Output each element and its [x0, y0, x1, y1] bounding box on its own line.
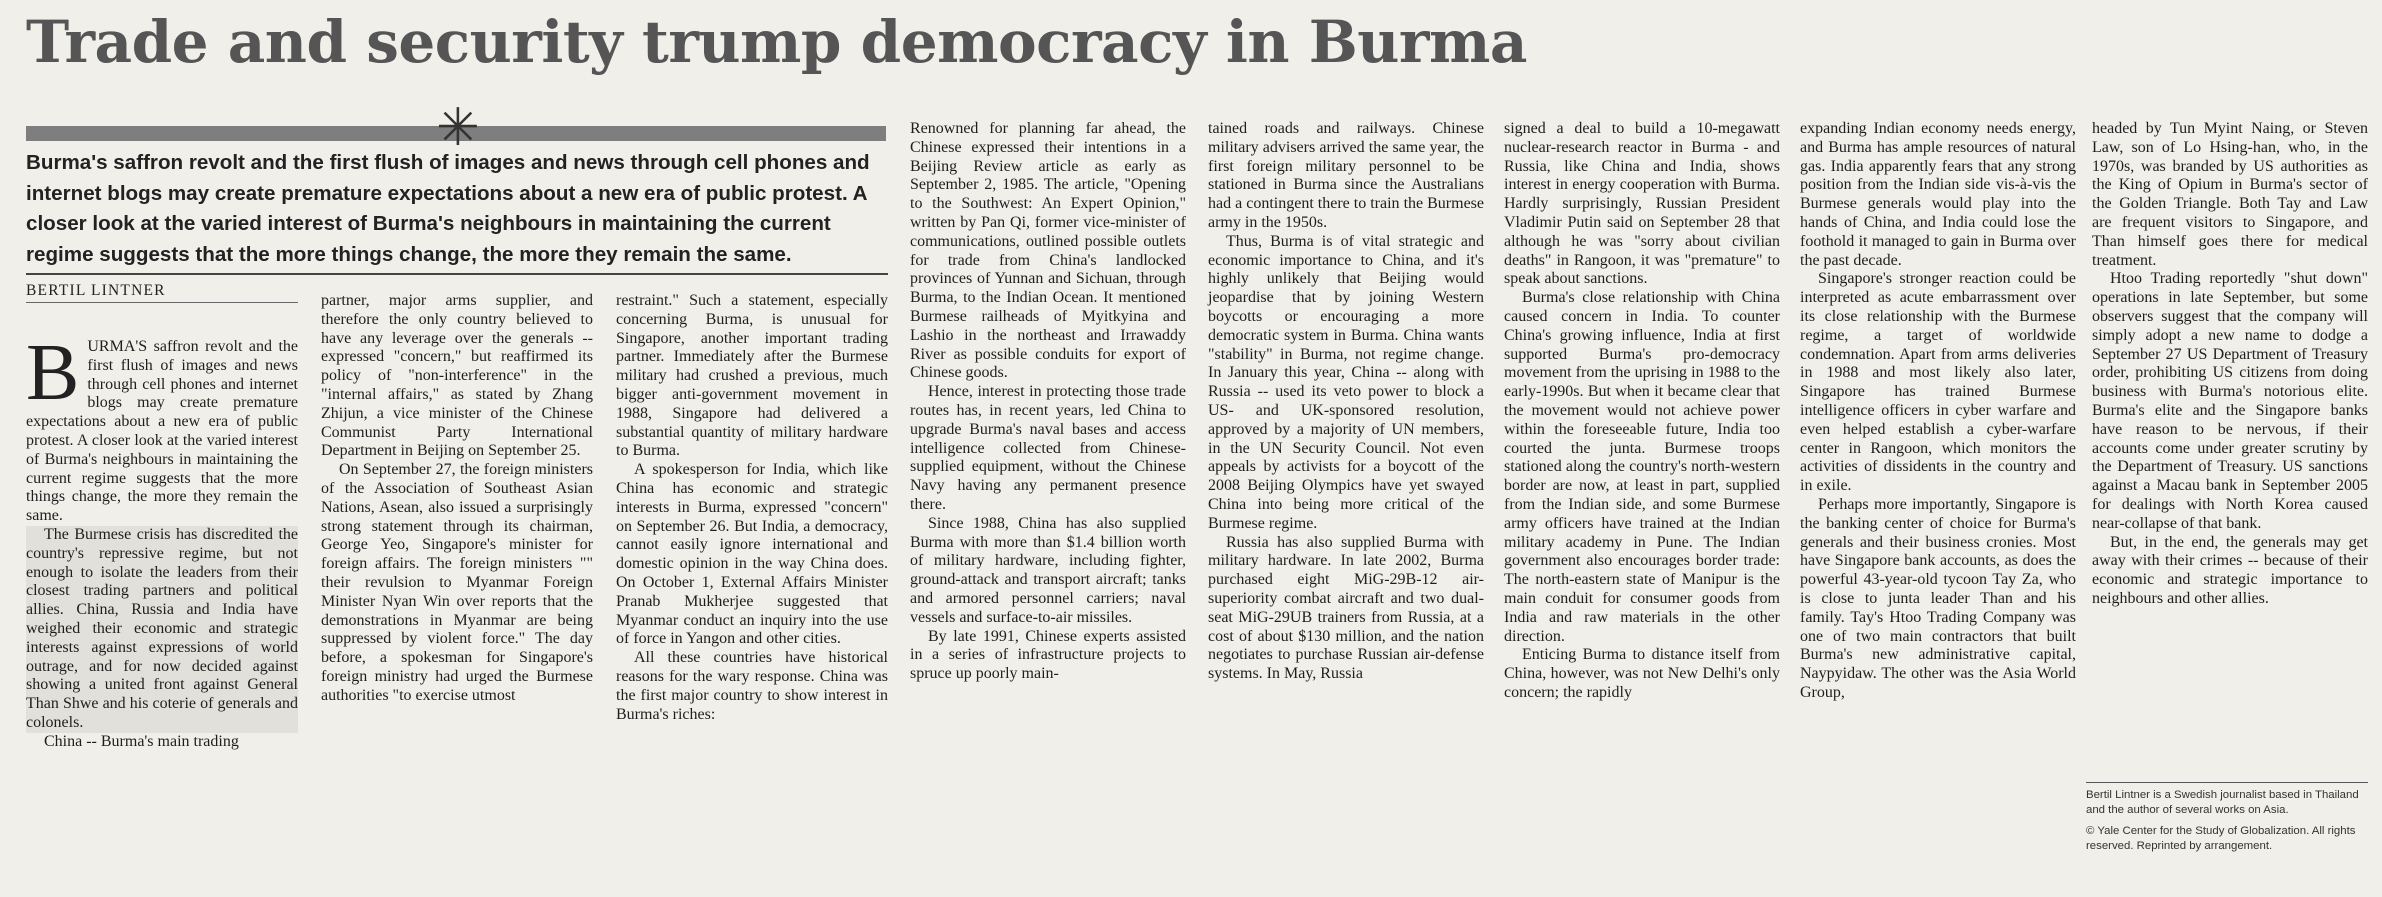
- column-2: [321, 292, 593, 706]
- author-note: Bertil Lintner is a Swedish journalist based in Thailand and the author of several works on Asia.: [2086, 789, 2359, 816]
- paragraph: Renowned for planning far ahead, the Chinese expressed their intentions in a Beijing Review article as early as September 2, 1985. The article, "Opening to the Southwest: An Expert Opinion," written by Pan Qi, former vice-minister of communications, outlined possible outlets for trade from China's landlocked provinces of Yunnan and Sichuan, through Burma, to the Indian Ocean. It mentioned Burmese railheads of Myitkyina and Lashio in the northeast and Irrawaddy River as possible conduits for export of Chinese goods.: [910, 120, 1186, 382]
- column-4: [910, 120, 1186, 684]
- deck-summary: Burma's saffron revolt and the first flush of images and news through cell phones and internet blogs may create premature expectations about a new era of public protest. A closer look at the varied interest of Burma's neighbours in maintaining the current regime suggests that the more things change, the more they remain the same.: [26, 151, 870, 266]
- column-1: [26, 329, 298, 752]
- paragraph: Burma's close relationship with China caused concern in India. To counter China's growing influence, India at first supported Burma's pro-democracy movement from the uprising in 1988 to the early-1990s. But when it became clear that the movement would not achieve power within the foreseeable future, India too courted the junta. Burmese troops stationed along the country's north-western border are now, at least in part, supplied from the Indian side, and some Burmese army officers have trained at the Indian military academy in Pune. The Indian government also encourages border trade: The north-eastern state of Manipur is the main conduit for consumer goods from India and raw materials in the other direction.: [1504, 289, 1780, 645]
- paragraph: restraint." Such a statement, especially concerning Burma, is unusual for Singapore, another important trading partner. Immediately after the Burmese military had crushed a previous, much bigger anti-government movement in 1988, Singapore had delivered a substantial quantity of military hardware to Burma.: [616, 292, 888, 460]
- paragraph: Htoo Trading reportedly "shut down" operations in late September, but some observers suggest that the company will simply adopt a new name to dodge a September 27 US Department of Treasury order, prohibiting US citizens from doing business with Burma's notorious elite. Burma's elite and the Singapore banks have reason to be nervous, if their accounts come under greater scrutiny by the Department of Treasury. US sanctions against a Macau bank in September 2005 for dealings with North Korea caused near-collapse of that bank.: [2092, 270, 2368, 532]
- copyright-note: © Yale Center for the Study of Globalization. All rights reserved. Reprinted by arrangement.: [2086, 825, 2356, 852]
- paragraph: The Burmese crisis has discredited the country's repressive regime, but not enough to isolate the leaders from their closest trading partners and political allies. China, Russia and India have weighed their economic and strategic interests against expressions of world outrage, and for now decided against showing a united front against General Than Shwe and his coterie of generals and colonels.: [26, 525, 298, 731]
- paragraph: partner, major arms supplier, and therefore the only country believed to have any leverage over the generals -- expressed "concern," but reaffirmed its policy of "non-interference" in the "internal affairs," as stated by Zhang Zhijun, a vice minister of the Chinese Communist Party International Department in Beijing on September 25.: [321, 292, 593, 460]
- byline: BERTIL LINTNER: [26, 282, 166, 299]
- paragraph: All these countries have historical reasons for the wary response. China was the first major country to show interest in Burma's riches:: [616, 649, 888, 723]
- paragraph: Hence, interest in protecting those trade routes has, in recent years, led China to upgrade Burma's naval bases and access intelligence collected from Chinese-supplied equipment, without the Chinese Navy having any permanent presence there.: [910, 383, 1186, 513]
- paragraph: Russia has also supplied Burma with military hardware. In late 2002, Burma purchased eight MiG-29B-12 air-superiority combat aircraft and two dual-seat MiG-29UB trainers from Russia, at a cost of about $130 million, and the nation negotiates to purchase Russian air-defense systems. In May, Russia: [1208, 533, 1484, 683]
- paragraph: On September 27, the foreign ministers of the Association of Southeast Asian Nations, Asean, also issued a surprisingly strong statement through its chairman, George Yeo, Singapore's minister for foreign affairs. The foreign ministers "" their revulsion to Myanmar Foreign Minister Nyan Win over reports that the demonstrations in Myanmar are being suppressed by violent force." The day before, a spokesman for Singapore's foreign ministry had urged the Burmese authorities "to exercise utmost: [321, 461, 593, 704]
- headline: Trade and security trump democracy in Burma: [26, 8, 1527, 76]
- paragraph: signed a deal to build a 10-megawatt nuclear-research reactor in Burma - and Russia, like China and India, shows interest in energy cooperation with Burma. Hardly surprisingly, Russian President Vladimir Putin said on September 28 that although he was "sorry about civilian deaths" in Rangoon, it was "premature" to speak about sanctions.: [1504, 120, 1780, 288]
- paragraph: Singapore's stronger reaction could be interpreted as acute embarrassment over its close relationship with the Burmese regime, a target of worldwide condemnation. Apart from arms deliveries in 1988 and most likely also later, Singapore has trained Burmese intelligence officers in cyber warfare and even helped establish a cyber-warfare center in Rangoon, which monitors the activities of dissidents in the country and in exile.: [1800, 270, 2076, 495]
- byline-rule: [26, 302, 298, 303]
- paragraph: Thus, Burma is of vital strategic and economic importance to China, and it's highly unlikely that Beijing would jeopardise that by joining Western boycotts or encouraging a more democratic system in Burma. China wants "stability" in Burma, not regime change. In January this year, China -- along with Russia -- used its veto power to block a US- and UK-sponsored resolution, approved by a majority of UN members, in the UN Security Council. Not even appeals by activists for a boycott of the 2008 Beijing Olympics have yet swayed China into being more critical of the Burmese regime.: [1208, 232, 1484, 532]
- column-6: [1504, 120, 1780, 703]
- dropcap: B: [26, 329, 80, 417]
- column-8: [2092, 120, 2368, 609]
- paragraph-text: URMA'S saffron revolt and the first flush of images and news through cell phones and internet blogs may create premature expectations about a new era of public protest. A closer look at the varied interest of Burma's neighbours in maintaining the current regime suggests that the more things change, the more they remain the same.: [26, 338, 298, 525]
- column-3: [616, 292, 888, 724]
- column-5: [1208, 120, 1484, 684]
- paragraph: Perhaps more importantly, Singapore is the banking center of choice for Burma's generals and their business cronies. Most have Singapore bank accounts, as does the powerful 43-year-old tycoon Tay Za, who is close to junta leader Than and his family. Tay's Htoo Trading Company was one of two main contractors that built Burma's new administrative capital, Naypyidaw. The other was the Asia World Group,: [1800, 495, 2076, 701]
- paragraph: Since 1988, China has also supplied Burma with more than $1.4 billion worth of military hardware, including fighter, ground-attack and transport aircraft; tanks and armored personnel carriers; naval vessels and surface-to-air missiles.: [910, 514, 1186, 626]
- paragraph: headed by Tun Myint Naing, or Steven Law, son of Lo Hsing-han, who, in the 1970s, was branded by US authorities as the King of Opium in Burma's sector of the Golden Triangle. Both Tay and Law are frequent visitors to Singapore, and Than himself goes there for medical treatment.: [2092, 120, 2368, 269]
- paragraph: A spokesperson for India, which like China has economic and strategic interests in Burma, expressed "concern" on September 26. But India, a democracy, cannot easily ignore international and domestic opinion in the way China does. On October 1, External Affairs Minister Pranab Mukherjee suggested that Myanmar conduct an inquiry into the use of force in Yangon and other cities.: [616, 461, 888, 648]
- paragraph: Enticing Burma to distance itself from China, however, was not New Delhi's only concern; the rapidly: [1504, 646, 1780, 701]
- paragraph: tained roads and railways. Chinese military advisers arrived the same year, the first foreign military personnel to be stationed in Burma since the Australians had a contingent there to train the Burmese army in the 1950s.: [1208, 120, 1484, 231]
- note-rule: [2086, 782, 2368, 783]
- author-note-box: [2086, 788, 2368, 860]
- paragraph: But, in the end, the generals may get away with their crimes -- because of their economic and strategic importance to neighbours and other allies.: [2092, 533, 2368, 607]
- paragraph: By late 1991, Chinese experts assisted in a series of infrastructure projects to spruce up poorly main-: [910, 627, 1186, 683]
- column-7: [1800, 120, 2076, 703]
- paragraph: China -- Burma's main trading: [44, 732, 239, 750]
- starburst-icon: ✳: [436, 98, 480, 158]
- deck-rule: [26, 273, 888, 275]
- paragraph: expanding Indian economy needs energy, and Burma has ample resources of natural gas. India apparently fears that any strong position from the Indian side vis-à-vis the Burmese generals would play into the hands of China, and India could lose the foothold it managed to gain in Burma over the past decade.: [1800, 120, 2076, 269]
- paragraph: [26, 329, 298, 526]
